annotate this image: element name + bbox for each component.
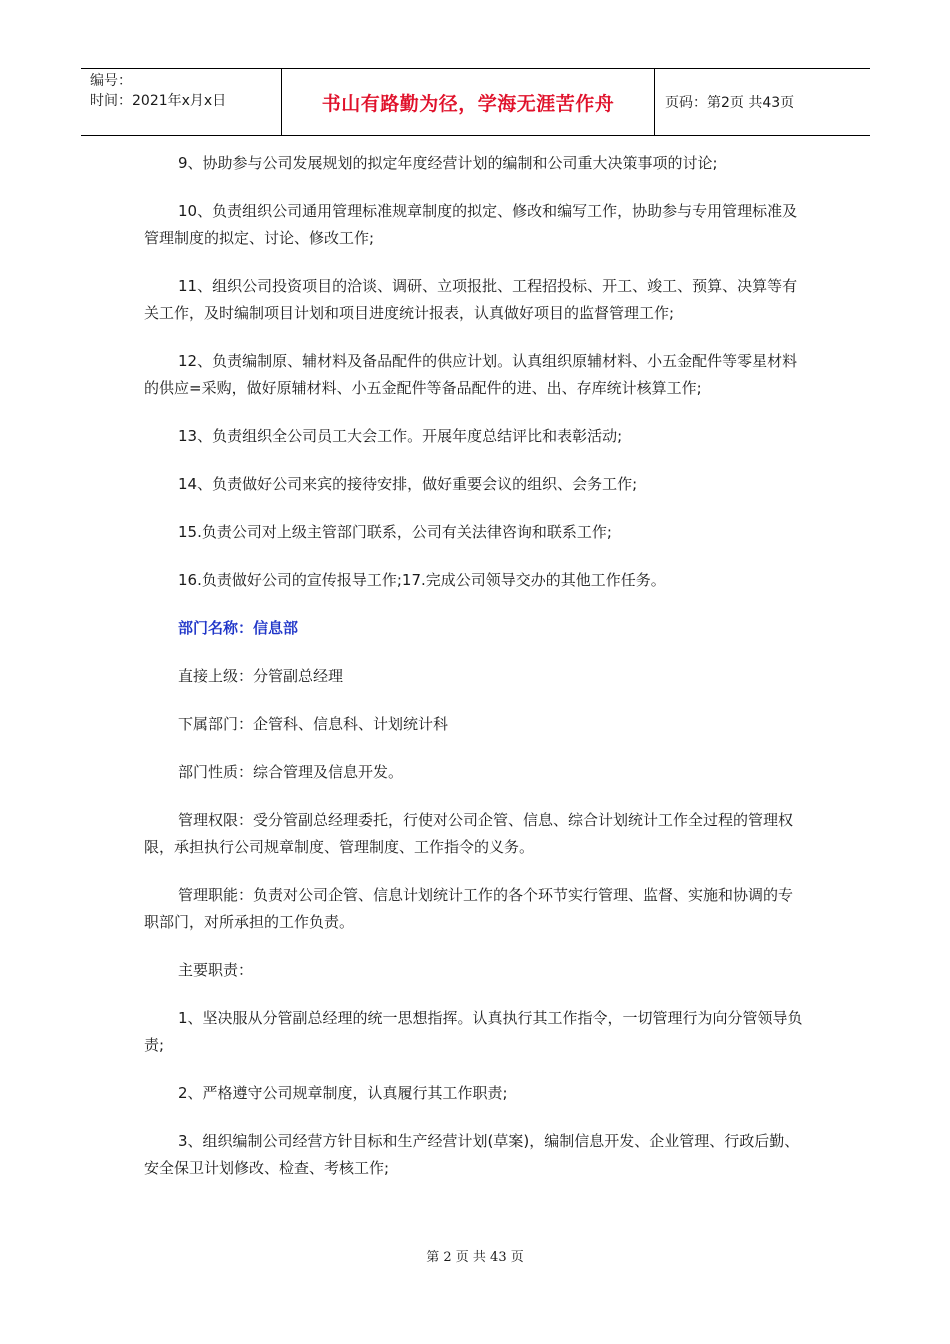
- page-footer: 第 2 页 共 43 页: [426, 1250, 524, 1265]
- paragraph: 10、负责组织公司通用管理标准规章制度的拟定、修改和编写工作，协助参与专用管理标准及管理制度的拟定、讨论、修改工作;: [144, 202, 798, 247]
- document-body: [144, 150, 806, 1203]
- number-label: 编号：: [90, 73, 132, 89]
- paragraph: 直接上级：分管副总经理: [178, 667, 344, 685]
- motto: 书山有路勤为径，学海无涯苦作舟: [282, 69, 655, 135]
- paragraph: 管理职能：负责对公司企管、信息计划统计工作的各个环节实行管理、监督、实施和协调的专职部门，对所承担的工作负责。: [144, 886, 794, 931]
- page-info: 页码：第2页 共43页: [665, 95, 795, 111]
- paragraph: 1、坚决服从分管副总经理的统一思想指挥。认真执行其工作指令，一切管理行为向分管领导负责;: [144, 1009, 803, 1054]
- paragraph: 主要职责：: [178, 961, 254, 979]
- paragraph: 管理权限：受分管副总经理委托，行使对公司企管、信息、综合计划统计工作全过程的管理权限，承担执行公司规章制度、管理制度、工作指令的义务。: [144, 811, 794, 856]
- paragraph: 13、负责组织全公司员工大会工作。开展年度总结评比和表彰活动;: [178, 427, 623, 445]
- paragraph: 9、协助参与公司发展规划的拟定年度经营计划的编制和公司重大决策事项的讨论;: [178, 154, 718, 172]
- paragraph: 12、负责编制原、辅材料及备品配件的供应计划。认真组织原辅材料、小五金配件等零星材料的供应=采购，做好原辅材料、小五金配件等备品配件的进、出、存库统计核算工作;: [144, 352, 798, 397]
- paragraph: 3、组织编制公司经营方针目标和生产经营计划(草案)，编制信息开发、企业管理、行政后勤、安全保卫计划修改、检查、考核工作;: [144, 1132, 800, 1177]
- paragraph: 11、组织公司投资项目的洽谈、调研、立项报批、工程招投标、开工、竣工、预算、决算等有关工作，及时编制项目计划和项目进度统计报表，认真做好项目的监督管理工作;: [144, 277, 798, 322]
- paragraph: 2、严格遵守公司规章制度，认真履行其工作职责;: [178, 1084, 508, 1102]
- paragraph: 下属部门：企管科、信息科、计划统计科: [178, 715, 449, 733]
- paragraph: 16.负责做好公司的宣传报导工作;17.完成公司领导交办的其他工作任务。: [178, 571, 666, 589]
- paragraph: 部门性质：综合管理及信息开发。: [178, 763, 404, 781]
- paragraph: 14、负责做好公司来宾的接待安排，做好重要会议的组织、会务工作;: [178, 475, 638, 493]
- paragraph: 15.负责公司对上级主管部门联系，公司有关法律咨询和联系工作;: [178, 523, 612, 541]
- date-label: 时间：2021年x月x日: [90, 93, 227, 109]
- header-meta-cell: [81, 69, 282, 135]
- department-heading: 部门名称：信息部: [178, 619, 299, 637]
- document-header: [81, 68, 870, 136]
